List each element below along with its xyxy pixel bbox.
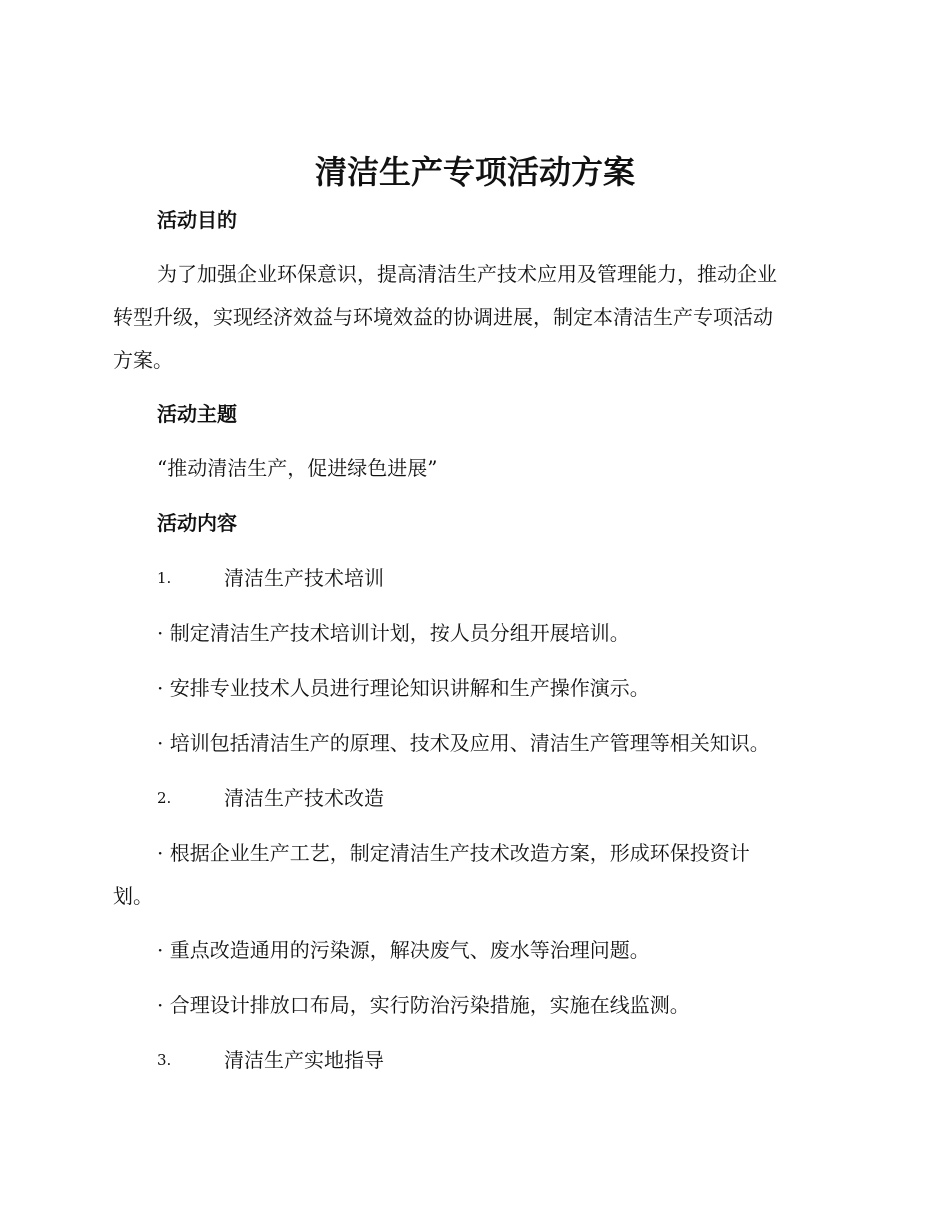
item-number-3: 3. (157, 1051, 172, 1069)
purpose-line-1: 为了加强企业环保意识，提高清洁生产技术应用及管理能力，推动企业 (157, 262, 777, 286)
item-label-2: 清洁生产技术改造 (224, 786, 384, 810)
section-heading-content: 活动内容 (157, 511, 237, 535)
purpose-line-2: 转型升级，实现经济效益与环境效益的协调进展，制定本清洁生产专项活动 (113, 305, 773, 329)
item-2-bullet-2: · 重点改造通用的污染源，解决废气、废水等治理问题。 (157, 938, 650, 962)
item-1-bullet-3: · 培训包括清洁生产的原理、技术及应用、清洁生产管理等相关知识。 (157, 731, 770, 755)
section-heading-purpose: 活动目的 (157, 208, 237, 232)
item-1-bullet-1: · 制定清洁生产技术培训计划，按人员分组开展培训。 (157, 621, 630, 645)
item-label-3: 清洁生产实地指导 (224, 1048, 384, 1072)
item-2-bullet-1-continued: 划。 (113, 884, 153, 908)
purpose-line-3: 方案。 (113, 348, 173, 372)
document-title: 清洁生产专项活动方案 (314, 153, 635, 191)
item-number-1: 1. (157, 569, 172, 587)
item-2-bullet-3: · 合理设计排放口布局，实行防治污染措施，实施在线监测。 (157, 993, 690, 1017)
item-label-1: 清洁生产技术培训 (224, 566, 384, 590)
item-2-bullet-1: · 根据企业生产工艺，制定清洁生产技术改造方案，形成环保投资计 (157, 841, 750, 865)
item-number-2: 2. (157, 789, 172, 807)
section-heading-theme: 活动主题 (157, 402, 237, 426)
theme-text: “推动清洁生产，促进绿色进展” (157, 456, 438, 480)
item-1-bullet-2: · 安排专业技术人员进行理论知识讲解和生产操作演示。 (157, 676, 650, 700)
